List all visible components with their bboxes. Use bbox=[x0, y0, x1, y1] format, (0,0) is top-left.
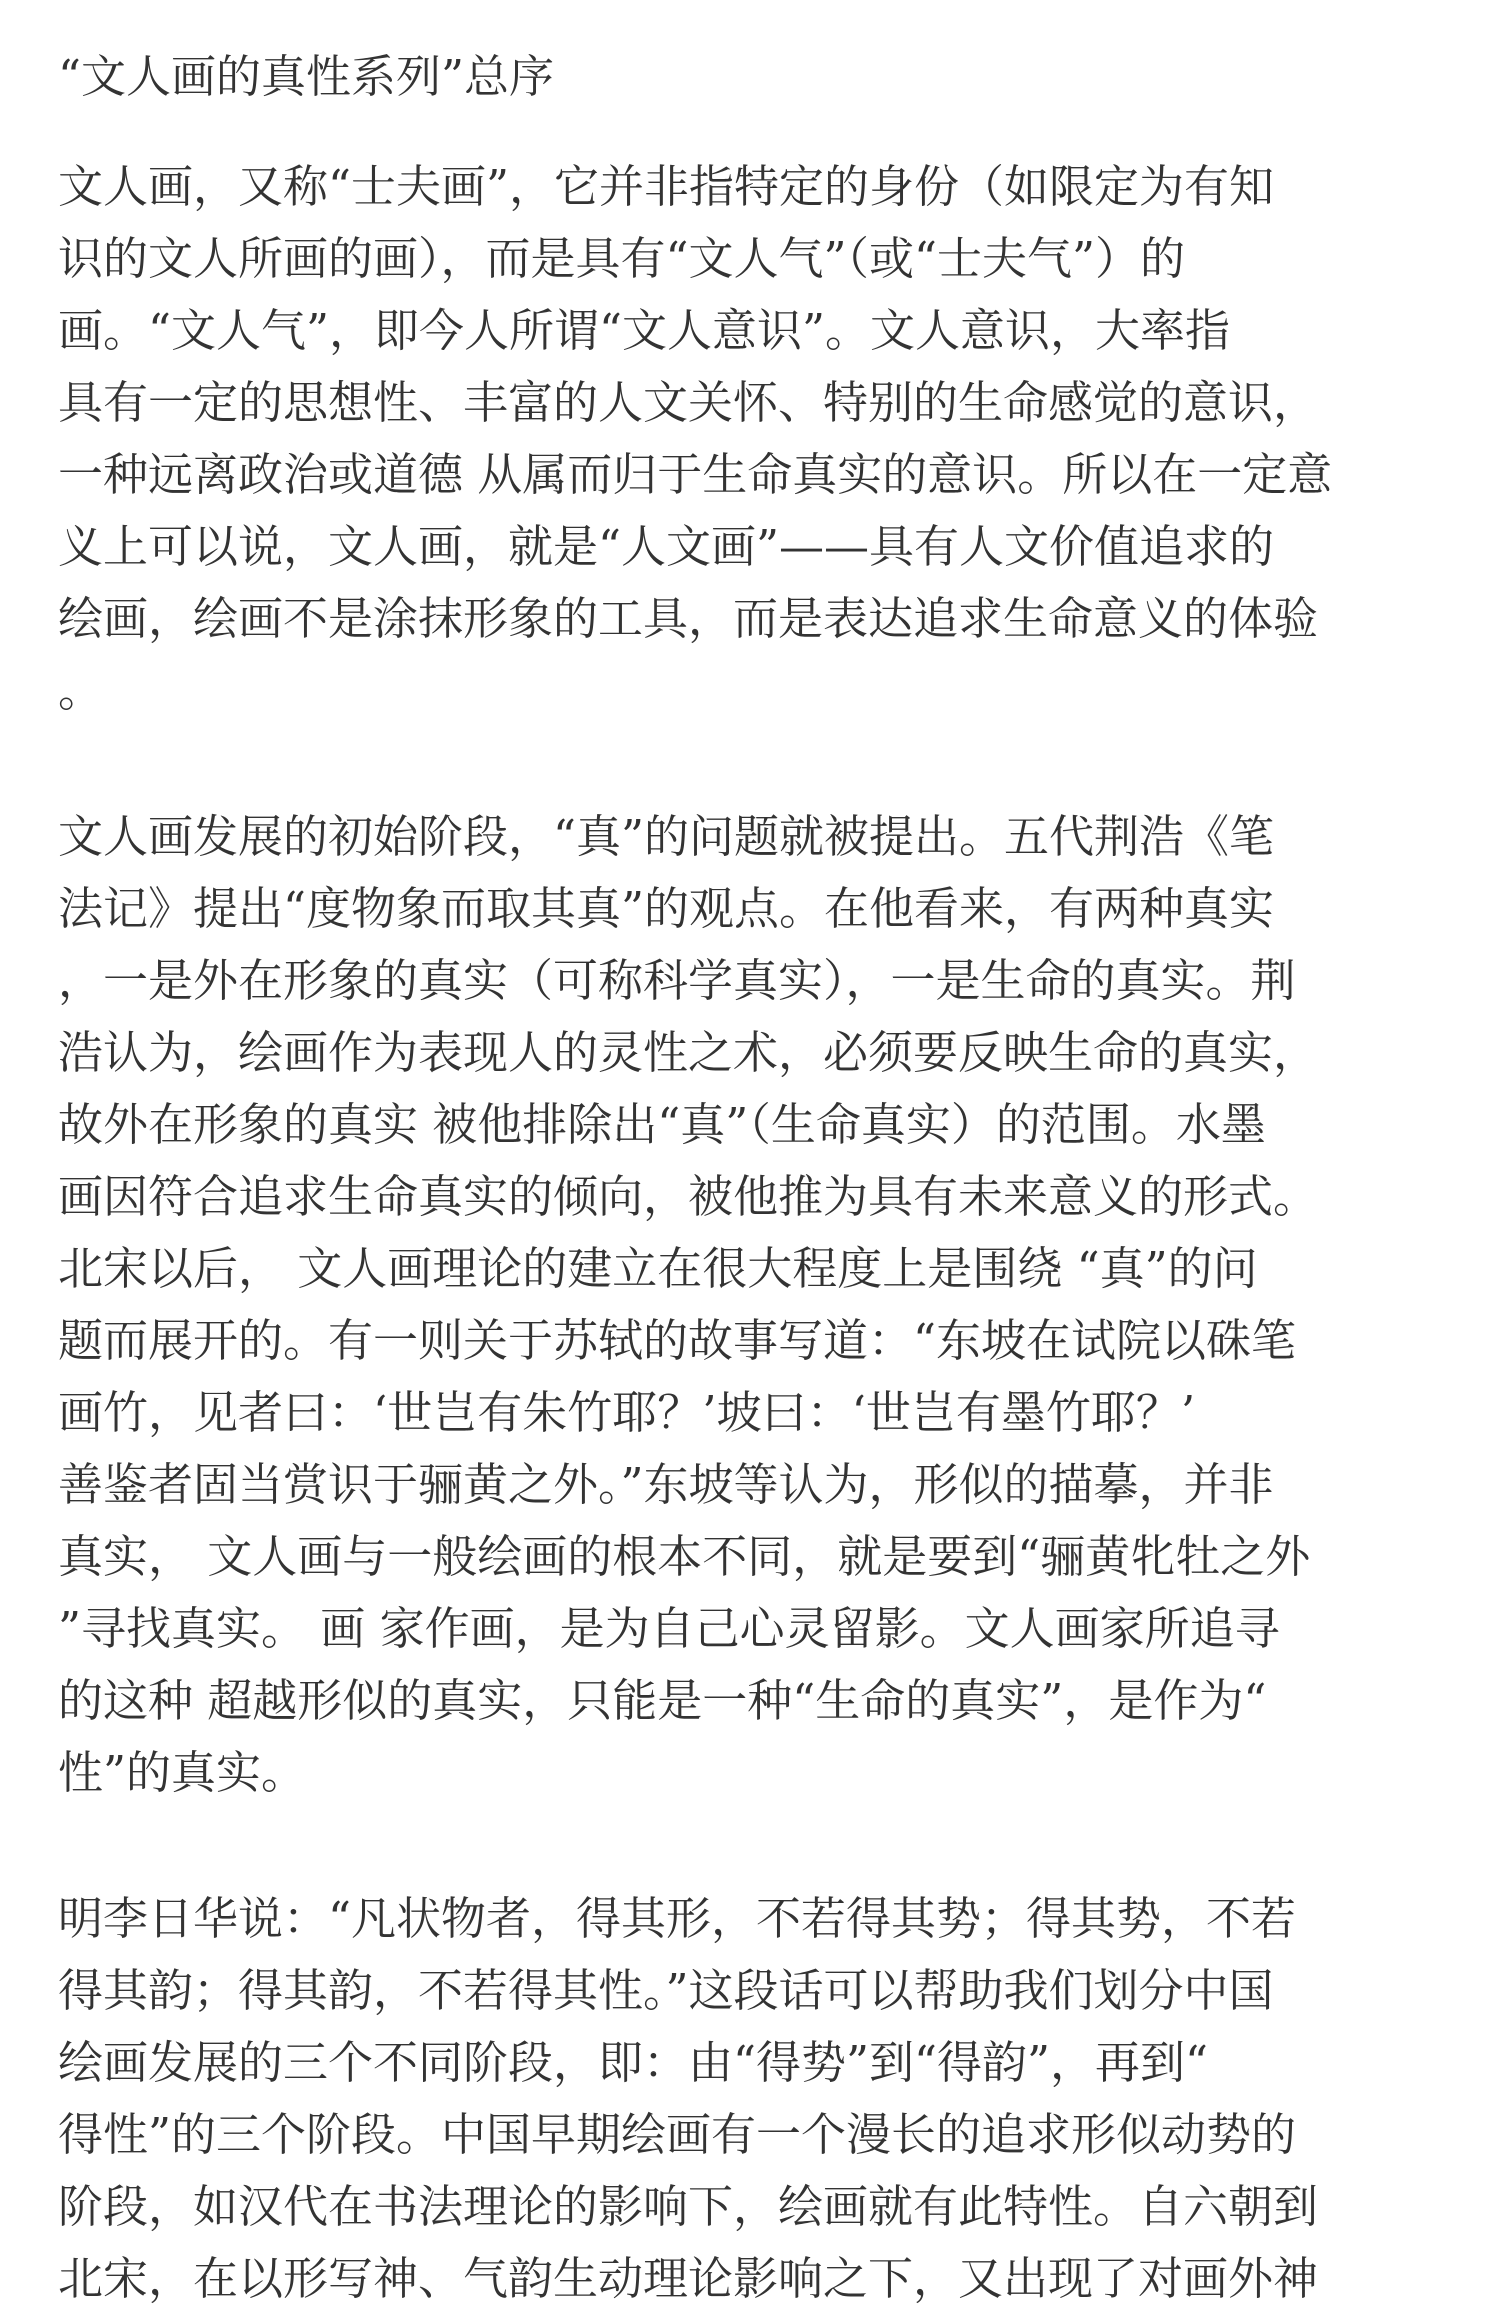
paragraph-1-line-2: 识的文人所画的画），而是具有“文人气”（或“士夫气”）的 bbox=[58, 232, 1186, 285]
paragraph-1-line-3: 画。“文人气”，即今人所谓“文人意识”。文人意识，大率指 bbox=[58, 304, 1231, 357]
paragraph-2-line-14: 性”的真实。 bbox=[58, 1746, 307, 1799]
paragraph-3-line-6: 北宋，在以形写神、气韵生动理论影响之下，又出现了对画外神 bbox=[58, 2252, 1319, 2305]
paragraph-1-line-4: 具有一定的思想性、丰富的人文关怀、特别的生命感觉的意识， bbox=[58, 376, 1319, 429]
paragraph-1-line-5: 一种远离政治或道德 从属而归于生命真实的意识。所以在一定意 bbox=[58, 448, 1333, 501]
paragraph-3-line-5: 阶段，如汉代在书法理论的影响下，绘画就有此特性。自六朝到 bbox=[58, 2180, 1319, 2233]
paragraph-1-line-1: 文人画，又称“士夫画”，它并非指特定的身份（如限定为有知 bbox=[58, 160, 1275, 213]
paragraph-3-line-1: 明李日华说：“凡状物者，得其形，不若得其势；得其势，不若 bbox=[58, 1892, 1297, 1945]
paragraph-2-line-12: ”寻找真实。 画 家作画，是为自己心灵留影。文人画家所追寻 bbox=[58, 1602, 1280, 1655]
paragraph-1-line-7: 绘画，绘画不是涂抹形象的工具，而是表达追求生命意义的体验 bbox=[58, 592, 1319, 645]
paragraph-2-line-7: 北宋以后， 文人画理论的建立在很大程度上是围绕 “真”的问 bbox=[58, 1242, 1258, 1295]
paragraph-2-line-9: 画竹，见者曰：‘世岂有朱竹耶？’坡曰：‘世岂有墨竹耶？’ bbox=[58, 1386, 1196, 1439]
paragraph-1-line-8: 。 bbox=[58, 664, 104, 717]
paragraph-2-line-1: 文人画发展的初始阶段，“真”的问题就被提出。五代荆浩《笔 bbox=[58, 810, 1275, 863]
paragraph-3-line-2: 得其韵；得其韵，不若得其性。”这段话可以帮助我们划分中国 bbox=[58, 1964, 1274, 2017]
paragraph-2-line-5: 故外在形象的真实 被他排除出“真”（生命真实）的范围。水墨 bbox=[58, 1098, 1266, 1151]
paragraph-2-line-3: ，一是外在形象的真实（可称科学真实），一是生命的真实。荆 bbox=[58, 954, 1296, 1007]
paragraph-2-line-13: 的这种 超越形似的真实，只能是一种“生命的真实”，是作为“ bbox=[58, 1674, 1267, 1727]
paragraph-2-line-6: 画因符合追求生命真实的倾向，被他推为具有未来意义的形式。 bbox=[58, 1170, 1319, 1223]
paragraph-3-line-4: 得性”的三个阶段。中国早期绘画有一个漫长的追求形似动势的 bbox=[58, 2108, 1297, 2161]
paragraph-2-line-11: 真实， 文人画与一般绘画的根本不同，就是要到“骊黄牝牡之外 bbox=[58, 1530, 1311, 1583]
paragraph-2-line-8: 题而展开的。有一则关于苏轼的故事写道：“东坡在试院以硃笔 bbox=[58, 1314, 1297, 1367]
paragraph-2-line-2: 法记》提出“度物象而取其真”的观点。在他看来，有两种真实 bbox=[58, 882, 1275, 935]
document-title: “文人画的真性系列”总序 bbox=[58, 50, 555, 103]
paragraph-2-line-10: 善鉴者固当赏识于骊黄之外。”东坡等认为，形似的描摹，并非 bbox=[58, 1458, 1274, 1511]
paragraph-2-line-4: 浩认为，绘画作为表现人的灵性之术，必须要反映生命的真实， bbox=[58, 1026, 1319, 1079]
paragraph-1-line-6: 义上可以说，文人画，就是“人文画”——具有人文价值追求的 bbox=[58, 520, 1275, 573]
paragraph-3-line-3: 绘画发展的三个不同阶段，即：由“得势”到“得韵”，再到“ bbox=[58, 2036, 1209, 2089]
